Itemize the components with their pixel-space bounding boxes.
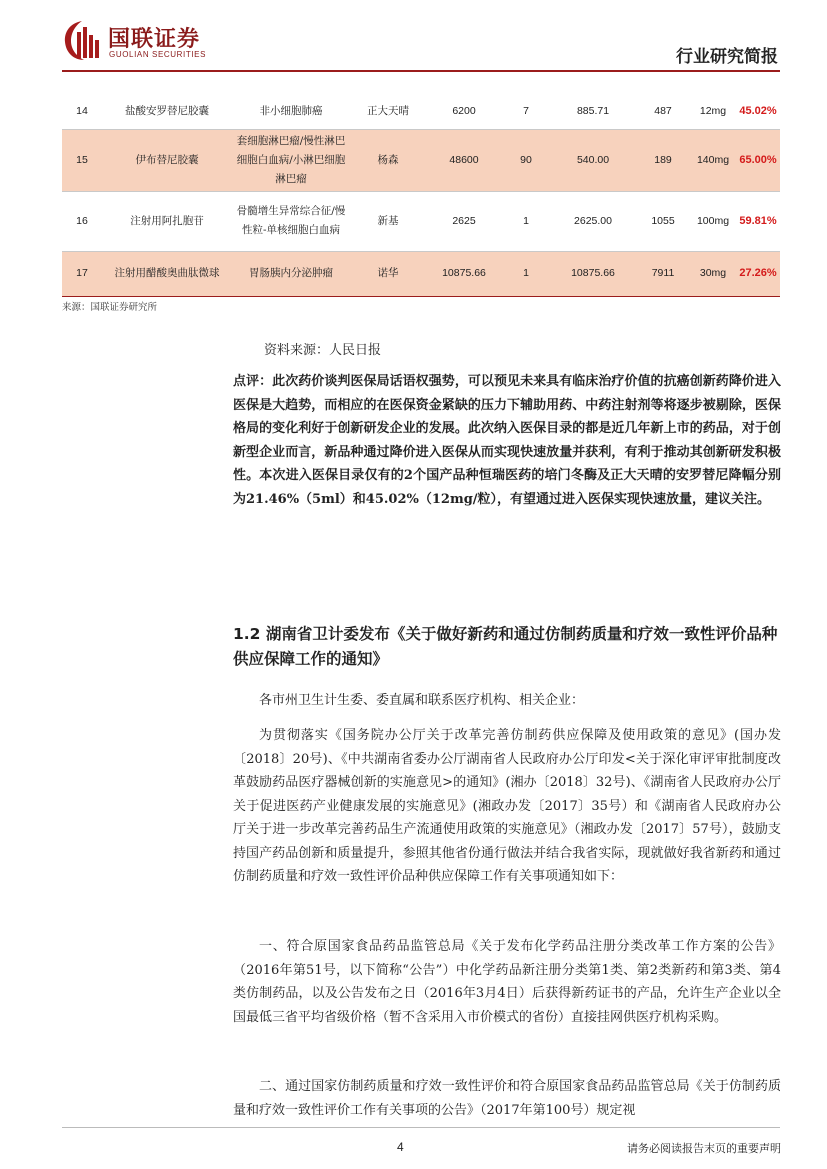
- cell-reduction-rate: 45.02%: [736, 95, 780, 129]
- cell-value-4: 7911: [636, 251, 690, 296]
- logo-mark-icon: [62, 18, 102, 62]
- cell-company: 杨森: [350, 129, 426, 191]
- body-paragraph-3: 一、符合原国家食品药品监管总局《关于发布化学药品注册分类改革工作方案的公告》（2016年第51号，以下简称“公告”）中化学药品新注册分类第1类、第2类新药和第3类、第4类仿制药品，以及公告发布之日（2016年3月4日）后获得新药证书的产品，允许生产企业以全国最低三省平均省级价格（暂不含采用入市价模式的省份）直接挂网供医疗机构采购。: [233, 939, 781, 1025]
- body-paragraph-1: 各市州卫生计生委、委直属和联系医疗机构、相关企业：: [259, 693, 585, 708]
- cell-no: 14: [62, 95, 102, 129]
- table-row: [62, 251, 780, 296]
- cell-value-3: 10875.66: [550, 251, 636, 296]
- cell-value-1: 48600: [426, 129, 502, 191]
- cell-value-1: 10875.66: [426, 251, 502, 296]
- cell-value-1: 6200: [426, 95, 502, 129]
- cell-value-4: 189: [636, 129, 690, 191]
- page-header: [62, 14, 782, 74]
- cell-value-4: 487: [636, 95, 690, 129]
- logo-text-en: GUOLIAN SECURITIES: [109, 50, 207, 59]
- cell-value-2: 1: [502, 191, 550, 251]
- report-type: 行业研究简报: [676, 47, 778, 67]
- cell-value-3: 540.00: [550, 129, 636, 191]
- cell-spec: 12mg: [690, 95, 736, 129]
- cell-spec: 140mg: [690, 129, 736, 191]
- cell-no: 17: [62, 251, 102, 296]
- cell-company: 诺华: [350, 251, 426, 296]
- cell-no: 15: [62, 129, 102, 191]
- cell-reduction-rate: 65.00%: [736, 129, 780, 191]
- cell-spec: 100mg: [690, 191, 736, 251]
- cell-value-2: 1: [502, 251, 550, 296]
- cell-reduction-rate: 59.81%: [736, 191, 780, 251]
- header-divider: [62, 70, 780, 72]
- cell-drug-name: 盐酸安罗替尼胶囊: [102, 95, 232, 129]
- cell-value-3: 885.71: [550, 95, 636, 129]
- cell-indication: 胃肠胰内分泌肿瘤: [232, 251, 350, 296]
- cell-no: 16: [62, 191, 102, 251]
- cell-value-4: 1055: [636, 191, 690, 251]
- cell-value-2: 90: [502, 129, 550, 191]
- cell-drug-name: 伊布替尼胶囊: [102, 129, 232, 191]
- cell-value-2: 7: [502, 95, 550, 129]
- table-row: [62, 95, 780, 129]
- cell-value-3: 2625.00: [550, 191, 636, 251]
- cell-indication: 骨髓增生异常综合征/慢性粒-单核细胞白血病: [232, 191, 350, 251]
- footer-divider: [62, 1127, 780, 1128]
- page-number: 4: [397, 1140, 404, 1154]
- cell-company: 新基: [350, 191, 426, 251]
- cell-indication: 非小细胞肺癌: [232, 95, 350, 129]
- comment-paragraph: [233, 370, 781, 511]
- table-row: [62, 191, 780, 251]
- cell-value-1: 2625: [426, 191, 502, 251]
- section-title: 1.2 湖南省卫计委发布《关于做好新药和通过仿制药质量和疗效一致性评价品种供应保障工作的通知》: [233, 625, 778, 668]
- cell-indication: 套细胞淋巴瘤/慢性淋巴细胞白血病/小淋巴细胞淋巴瘤: [232, 129, 350, 191]
- body-paragraph-4: 二、通过国家仿制药质量和疗效一致性评价和符合原国家食品药品监管总局《关于仿制药质量和疗效一致性评价工作有关事项的公告》（2017年第100号）规定视: [233, 1079, 781, 1118]
- cell-drug-name: 注射用阿扎胞苷: [102, 191, 232, 251]
- logo-text-cn: 国联证券: [108, 27, 201, 52]
- table-source: 来源：国联证券研究所: [62, 302, 158, 313]
- comment-text: 此次药价谈判医保局话语权强势，可以预见未来具有临床治疗价值的抗癌创新药降价进入医保是大趋势，而相应的在医保资金紧缺的压力下辅助用药、中药注射剂等将逐步被剔除，医保格局的变化利好于创新研发企业的发展。此次纳入医保目录的都是近几年新上市的药品，对于创新型企业而言，新品种通过降价进入医保从而实现快速放量并获利，有利于推动其创新研发积极性。本次进入医保目录仅有的2个国产品种恒瑞医药的培门冬酶及正大天晴的安罗替尼降幅分别为21.46%（5ml）和45.02%（12mg/粒），有望通过进入医保实现快速放量，建议关注。: [233, 374, 781, 507]
- comment-label: 点评：: [233, 374, 273, 389]
- cell-spec: 30mg: [690, 251, 736, 296]
- cell-reduction-rate: 27.26%: [736, 251, 780, 296]
- table-row: [62, 129, 780, 191]
- drug-table: [62, 95, 780, 297]
- source-line: 资料来源：人民日报: [264, 343, 382, 358]
- cell-drug-name: 注射用醋酸奥曲肽微球: [102, 251, 232, 296]
- disclaimer-note: 请务必阅读报告末页的重要声明: [627, 1142, 781, 1155]
- body-paragraph-2: 为贯彻落实《国务院办公厅关于改革完善仿制药供应保障及使用政策的意见》(国办发〔2018〕20号)、《中共湖南省委办公厅湖南省人民政府办公厅印发<关于深化审评审批制度改革鼓励药品医疗器械创新的实施意见>的通知》(湘办〔2018〕32号)、《湖南省人民政府办公厅关于促进医药产业健康发展的实施意见》(湘政办发〔2017〕35号）和《湖南省人民政府办公厅关于进一步改革完善药品生产流通使用政策的实施意见》（湘政办发〔2017〕57号），鼓励支持国产药品创新和质量提升，参照其他省份通行做法并结合我省实际，现就做好我省新药和通过仿制药质量和疗效一致性评价品种供应保障工作有关事项通知如下：: [233, 728, 781, 884]
- cell-company: 正大天晴: [350, 95, 426, 129]
- company-logo: [62, 18, 242, 62]
